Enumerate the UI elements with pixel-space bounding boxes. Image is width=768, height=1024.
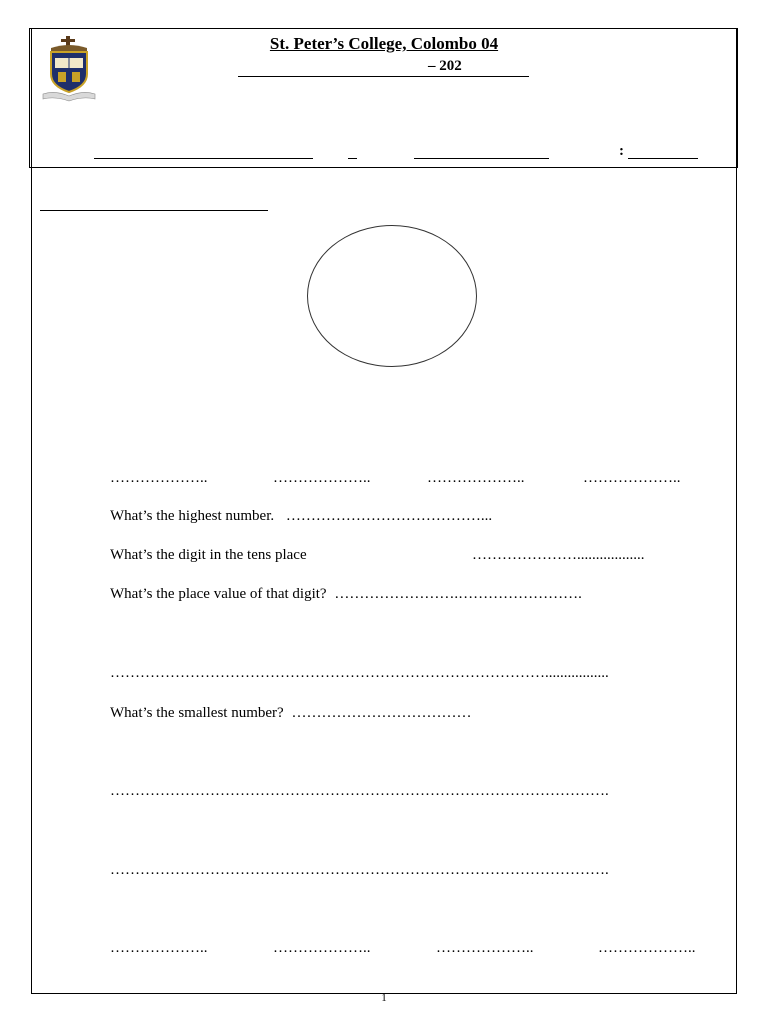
answer-dots: ……………….. bbox=[273, 470, 371, 486]
answer-dots: ……………….. bbox=[110, 940, 208, 956]
page-number: 1 bbox=[381, 992, 387, 1004]
answer-dots: ……………….. bbox=[583, 470, 681, 486]
exam-year: – 202 bbox=[428, 58, 462, 74]
answer-dots: ……………….. bbox=[436, 940, 534, 956]
answer-dots: ………………….................. bbox=[472, 547, 645, 563]
answer-dots-long: ……………………………………………………………………………................. bbox=[110, 665, 609, 681]
answer-dots: ……………….. bbox=[427, 470, 525, 486]
question-smallest: What’s the smallest number? ……………………………… bbox=[110, 705, 472, 721]
question-highest: What’s the highest number. …………………………………... bbox=[110, 508, 493, 524]
answer-dots: ……………………………… bbox=[291, 705, 472, 721]
answer-dots: ……………….. bbox=[598, 940, 696, 956]
colon-label: : bbox=[619, 143, 624, 159]
short-blank bbox=[348, 158, 357, 159]
school-title: St. Peter’s College, Colombo 04 bbox=[269, 34, 499, 53]
section-heading-blank bbox=[40, 210, 268, 211]
question-place-value: What’s the place value of that digit? …………………….……………………. bbox=[110, 586, 582, 602]
answer-dots: …………………………………... bbox=[285, 508, 493, 524]
answer-dots-long: ………………………………………………………………………………………. bbox=[110, 862, 609, 878]
index-blank bbox=[628, 158, 698, 159]
answer-dots: ……………….. bbox=[110, 470, 208, 486]
grade-blank bbox=[414, 158, 549, 159]
name-blank bbox=[94, 158, 313, 159]
answer-dots-long: ………………………………………………………………………………………. bbox=[110, 783, 609, 799]
question-tens-digit: What’s the digit in the tens place bbox=[110, 547, 307, 563]
answer-dots: …………………….……………………. bbox=[334, 586, 582, 602]
subtitle-line bbox=[238, 58, 529, 77]
number-oval bbox=[307, 225, 477, 367]
answer-dots: ……………….. bbox=[273, 940, 371, 956]
